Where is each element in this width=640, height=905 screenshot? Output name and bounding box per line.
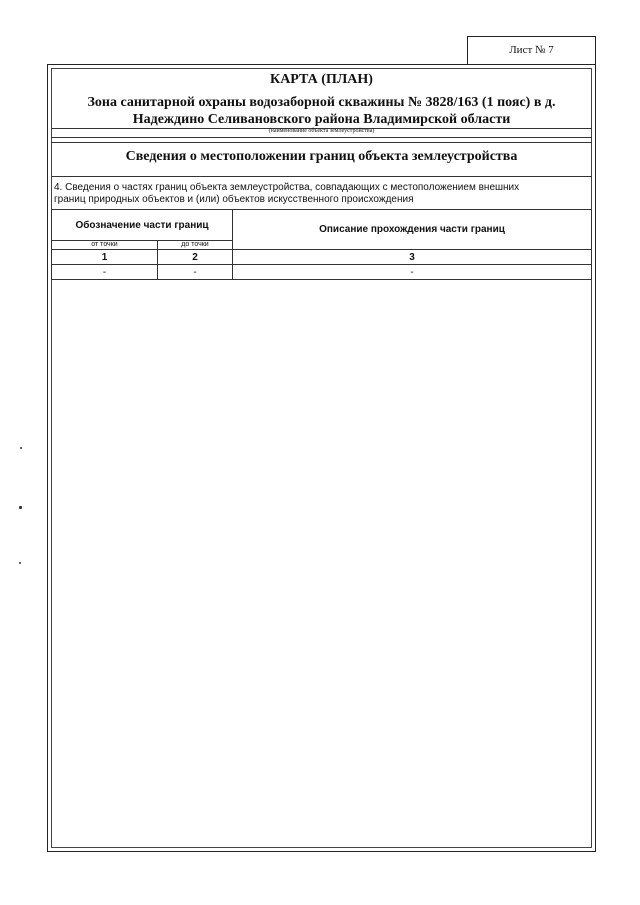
scan-speck [20, 447, 22, 449]
scan-speck [19, 562, 21, 564]
table-header-row [52, 210, 592, 241]
header-from-point: от точки [52, 241, 158, 250]
header-to-point: до точки [158, 241, 233, 250]
header-description: Описание прохождения части границ [233, 210, 592, 250]
object-name [51, 94, 592, 128]
cell-to-point: - [158, 265, 233, 280]
divider [51, 142, 592, 143]
section-title: Сведения о местоположении границ объекта землеустройства [125, 149, 518, 164]
column-number: 1 [52, 250, 158, 265]
sheet-number-box [467, 36, 596, 64]
column-number-row [52, 250, 592, 265]
divider [51, 137, 592, 138]
section-note [54, 182, 584, 206]
cell-description: - [233, 265, 592, 280]
cell-from-point: - [52, 265, 158, 280]
divider [51, 176, 592, 177]
boundary-table [51, 209, 592, 280]
column-number: 3 [233, 250, 592, 265]
header-boundary-designation: Обозначение части границ [52, 210, 233, 241]
table-row [52, 265, 592, 280]
object-name-caption: (наименование объекта землеустройства) [268, 128, 375, 134]
object-name-line-1: Зона санитарной охраны водозаборной скважины № 3828/163 (1 пояс) в д. [87, 95, 556, 110]
object-name-line-2: Надеждино Селивановского района Владимирской области [132, 112, 511, 127]
section-note-line-1: 4. Сведения о частях границ объекта землеустройства, совпадающих с местоположением внешних [54, 182, 520, 193]
column-number: 2 [158, 250, 233, 265]
scan-speck [19, 506, 22, 509]
map-title: КАРТА (ПЛАН) [270, 72, 373, 87]
sheet-number: Лист № 7 [509, 44, 554, 56]
section-note-line-2: границ природных объектов и (или) объектов искусственного происхождения [54, 194, 414, 205]
